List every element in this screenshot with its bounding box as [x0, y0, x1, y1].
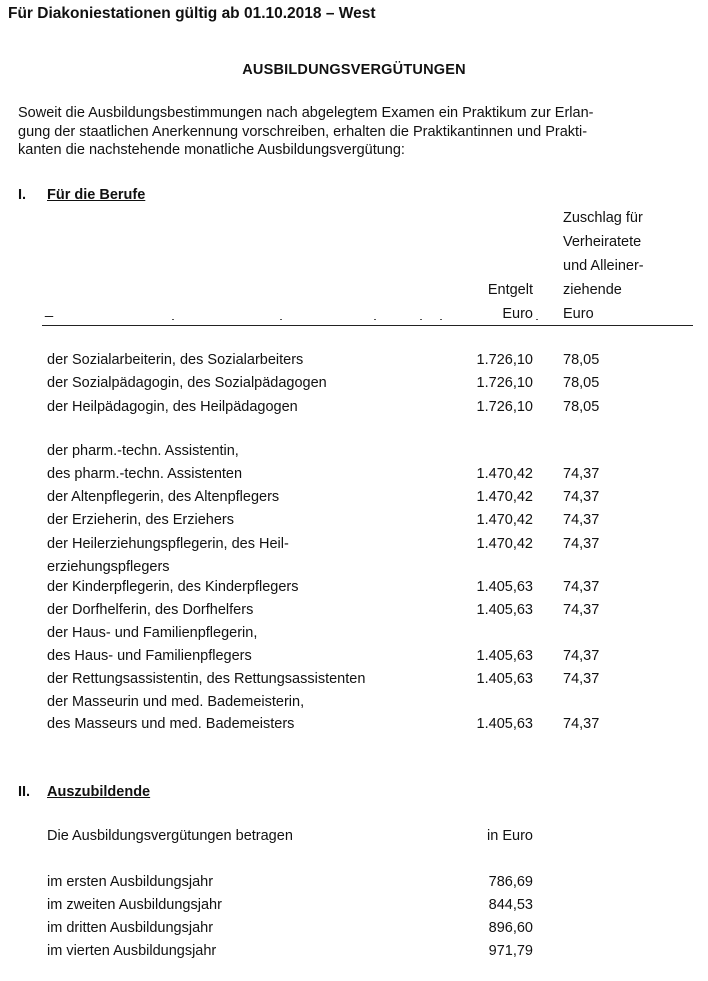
- row-zuschlag: 74,37: [563, 512, 600, 528]
- row-entgelt: 1.405,63: [476, 671, 533, 687]
- column-header-line: Verheiratete: [563, 234, 642, 250]
- row-label: der Altenpflegerin, des Altenpflegers: [47, 489, 280, 505]
- column-header-line: ziehende: [563, 282, 622, 298]
- section-2-intro-text: Die Ausbildungsvergütungen betragen: [47, 828, 293, 844]
- section-2-unit: in Euro: [487, 828, 533, 844]
- row-label: der Dorfhelferin, des Dorfhelfers: [47, 602, 254, 618]
- intro-line: gung der staatlichen Anerkennung vorschreiben, erhalten die Praktikantinnen und Prakti-: [18, 123, 588, 140]
- tab-mark: [374, 319, 376, 320]
- section-2-number: II.: [18, 784, 31, 800]
- section-1-title: Für die Berufe: [47, 187, 146, 203]
- row-label: der Kinderpflegerin, des Kinderpflegers: [47, 579, 299, 595]
- column-header-line: Entgelt: [487, 282, 533, 298]
- year-value: 786,69: [488, 874, 533, 890]
- row-label: der Haus- und Familienpflegerin,: [47, 625, 258, 641]
- list-item: [0, 917, 708, 939]
- row-zuschlag: 78,05: [563, 375, 600, 391]
- year-label: im zweiten Ausbildungsjahr: [47, 897, 222, 913]
- column-header-line: und Alleiner-: [563, 258, 644, 274]
- table-row: [0, 533, 708, 555]
- row-zuschlag: 74,37: [563, 716, 600, 732]
- table-row: [0, 691, 708, 713]
- section-2-title: Auszubildende: [47, 784, 151, 800]
- row-zuschlag: 74,37: [563, 602, 600, 618]
- row-label: der Heilerziehungspflegerin, des Heil-: [47, 536, 289, 552]
- table-row: [0, 372, 708, 394]
- row-entgelt: 1.470,42: [476, 536, 533, 552]
- row-label: erziehungspflegers: [47, 559, 170, 575]
- row-label: der Sozialarbeiterin, des Sozialarbeiters: [47, 352, 304, 368]
- year-value: 896,60: [488, 920, 533, 936]
- column-header-entgelt: [488, 278, 533, 326]
- row-zuschlag: 78,05: [563, 399, 600, 415]
- row-label: des Haus- und Familienpflegers: [47, 648, 252, 664]
- row-entgelt: 1.405,63: [476, 648, 533, 664]
- row-entgelt: 1.470,42: [476, 466, 533, 482]
- row-label: des Masseurs und med. Bademeisters: [47, 716, 295, 732]
- document-header: Für Diakoniestationen gültig ab 01.10.2018 – West: [8, 5, 376, 22]
- row-zuschlag: 74,37: [563, 579, 600, 595]
- list-item: [0, 871, 708, 893]
- row-entgelt: 1.726,10: [476, 375, 533, 391]
- table-row: [0, 440, 708, 462]
- year-value: 844,53: [488, 897, 533, 913]
- document-title: AUSBILDUNGSVERGÜTUNGEN: [242, 62, 466, 78]
- column-header-zuschlag: [563, 206, 644, 326]
- row-label: der Erzieherin, des Erziehers: [47, 512, 234, 528]
- intro-paragraph: [18, 104, 688, 160]
- tab-mark: [420, 319, 422, 320]
- row-entgelt: 1.405,63: [476, 602, 533, 618]
- row-label: der Sozialpädagogin, des Sozialpädagogen: [47, 375, 327, 391]
- row-entgelt: 1.470,42: [476, 489, 533, 505]
- column-header-line: Zuschlag für: [563, 210, 643, 226]
- row-label: der pharm.-techn. Assistentin,: [47, 443, 239, 459]
- table-row: [0, 486, 708, 508]
- table-row: [0, 668, 708, 690]
- table-row: [0, 463, 708, 485]
- table-row: [0, 556, 708, 578]
- list-item: [0, 940, 708, 962]
- row-entgelt: 1.726,10: [476, 352, 533, 368]
- header-rule: [42, 325, 693, 326]
- intro-line: Soweit die Ausbildungsbestimmungen nach abgelegtem Examen ein Praktikum zur Erlan-: [18, 105, 594, 121]
- year-value: 971,79: [488, 943, 533, 959]
- table-row: [0, 645, 708, 667]
- row-entgelt: 1.470,42: [476, 512, 533, 528]
- tab-mark: [536, 319, 538, 320]
- tab-mark: [280, 319, 282, 320]
- row-zuschlag: 74,37: [563, 536, 600, 552]
- section-1-number: I.: [18, 187, 27, 203]
- column-header-line: Euro: [563, 306, 594, 322]
- section-2-intro: [0, 825, 708, 847]
- table-stub: _: [45, 302, 54, 318]
- table-row: [0, 509, 708, 531]
- row-label: der Heilpädagogin, des Heilpädagogen: [47, 399, 298, 415]
- list-item: [0, 894, 708, 916]
- row-label: des pharm.-techn. Assistenten: [47, 466, 243, 482]
- table-row: [0, 576, 708, 598]
- year-label: im ersten Ausbildungsjahr: [47, 874, 214, 890]
- table-row: [0, 349, 708, 371]
- year-label: im dritten Ausbildungsjahr: [47, 920, 214, 936]
- row-label: der Rettungsassistentin, des Rettungsassistenten: [47, 671, 366, 687]
- tab-mark: [440, 319, 442, 320]
- table-row: [0, 396, 708, 418]
- row-zuschlag: 74,37: [563, 671, 600, 687]
- table-row: [0, 713, 708, 735]
- row-zuschlag: 74,37: [563, 648, 600, 664]
- row-entgelt: 1.726,10: [476, 399, 533, 415]
- table-row: [0, 622, 708, 644]
- row-label: der Masseurin und med. Bademeisterin,: [47, 694, 305, 710]
- row-zuschlag: 74,37: [563, 466, 600, 482]
- column-header-line: Euro: [502, 306, 533, 322]
- row-entgelt: 1.405,63: [476, 716, 533, 732]
- row-zuschlag: 78,05: [563, 352, 600, 368]
- year-label: im vierten Ausbildungsjahr: [47, 943, 217, 959]
- intro-line: kanten die nachstehende monatliche Ausbildungsvergütung:: [18, 142, 405, 158]
- table-row: [0, 599, 708, 621]
- tab-mark: [172, 319, 174, 320]
- row-zuschlag: 74,37: [563, 489, 600, 505]
- row-entgelt: 1.405,63: [476, 579, 533, 595]
